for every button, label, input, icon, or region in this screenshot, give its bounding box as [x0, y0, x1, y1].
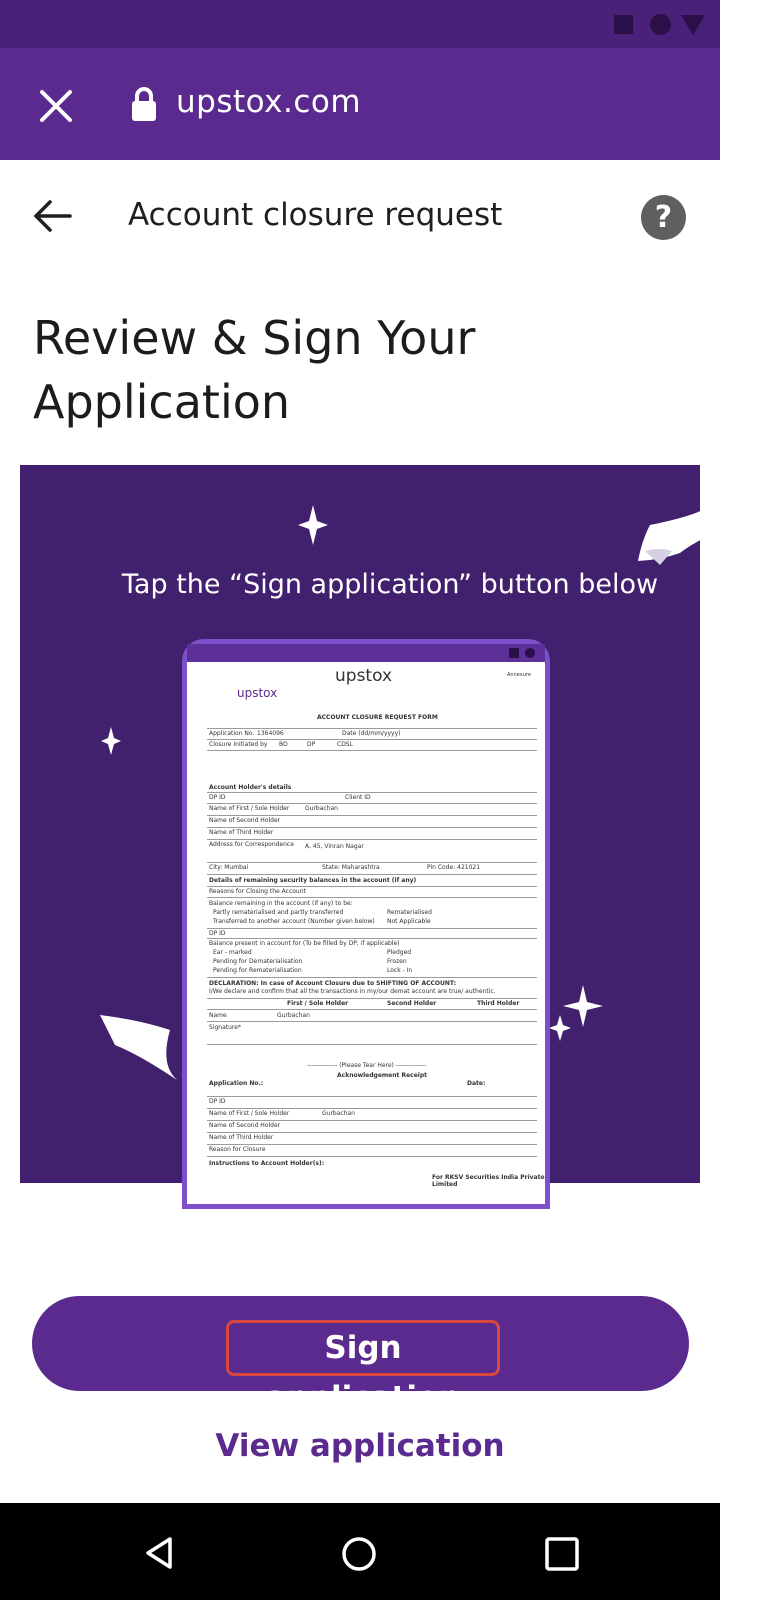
- phone-mockup: [182, 639, 550, 1209]
- form-present-opt-3: Pending for Rematerialisation: [213, 967, 302, 974]
- form-name-value: Gurbachan: [277, 1012, 310, 1019]
- form-heading: ACCOUNT CLOSURE REQUEST FORM: [317, 714, 438, 721]
- close-icon[interactable]: [32, 82, 80, 130]
- form-app-no-value: 1364096: [257, 730, 284, 737]
- form-ack-app: Application No.:: [209, 1080, 264, 1087]
- form-logo: upstox: [335, 666, 393, 686]
- form-ack-third: Name of Third Holder: [209, 1134, 274, 1141]
- form-col-third: Third Holder: [477, 1000, 520, 1007]
- nav-back-icon[interactable]: [140, 1533, 180, 1573]
- form-row-first: Name of First / Sole Holder: [209, 805, 290, 812]
- form-closure-dp: DP: [307, 741, 316, 748]
- header-title: Account closure request: [128, 197, 503, 233]
- instruction-banner: [20, 465, 700, 1188]
- form-col-second: Second Holder: [387, 1000, 437, 1007]
- navigation-bar: [0, 1503, 720, 1600]
- status-square-icon: [614, 15, 633, 34]
- form-ack-first-value: Gurbachan: [322, 1110, 355, 1117]
- form-ack-reason: Reason for Closure: [209, 1146, 266, 1153]
- form-ack-first: Name of First / Sole Holder: [209, 1110, 290, 1117]
- form-balance-opt-3: Rematerialised: [387, 909, 432, 916]
- form-balance-opt-4: Not Applicable: [387, 918, 431, 925]
- banner-instruction-text: Tap the “Sign application” button below: [121, 569, 659, 600]
- form-row-address-value: A, 45, Vinran Nagar: [305, 843, 364, 850]
- form-balance-opt-2: Transferred to another account (Number given below): [213, 918, 375, 925]
- form-dp-label: DP ID: [209, 794, 226, 801]
- form-dp-label-2: DP ID: [209, 930, 226, 937]
- form-closure-label: Closure Initiated by: [209, 741, 268, 748]
- help-icon[interactable]: ?: [641, 195, 686, 240]
- form-dp-label-3: DP ID: [209, 1098, 226, 1105]
- form-declaration: DECLARATION: In case of Account Closure due to SHIFTING OF ACCOUNT:: [209, 980, 457, 987]
- sign-application-label: Sign application: [226, 1320, 500, 1376]
- form-holder-details: Account Holder's details: [209, 784, 292, 791]
- form-closure-cdsl: CDSL: [337, 741, 353, 748]
- status-triangle-icon: [681, 15, 705, 35]
- form-brand-small: upstox: [237, 686, 278, 700]
- form-row-third: Name of Third Holder: [209, 829, 274, 836]
- form-pin: Pin Code: 421021: [427, 864, 481, 871]
- form-balance-label: Balance remaining in the account (if any) to be:: [209, 900, 353, 907]
- phone-circle-icon: [525, 648, 535, 658]
- form-declaration-sub: I/We declare and confirm that all the transactions in my/our demat account are true/ authentic.: [209, 988, 496, 995]
- phone-square-icon: [509, 648, 519, 658]
- form-annexure: Annexure: [507, 672, 531, 678]
- back-arrow-icon[interactable]: [30, 196, 78, 236]
- form-present-opt-2: Pending for Dematerialisation: [213, 958, 303, 965]
- status-circle-icon: [650, 14, 671, 35]
- form-closure-bo: BO: [279, 741, 288, 748]
- form-balance-present: Balance present in account for (To be filled by DP, if applicable): [209, 940, 400, 947]
- form-row-address: Address for Correspondence: [209, 841, 294, 848]
- form-city: City: Mumbai: [209, 864, 249, 871]
- form-ack: Acknowledgement Receipt: [337, 1072, 427, 1079]
- form-present-opt-6: Lock - In: [387, 967, 413, 974]
- form-client-label: Client ID: [345, 794, 371, 801]
- form-reasons: Reasons for Closing the Account: [209, 888, 306, 895]
- phone-status-bar: [187, 644, 545, 662]
- form-ack-second: Name of Second Holder: [209, 1122, 281, 1129]
- status-bar: [0, 0, 720, 48]
- form-state: State: Maharashtra: [322, 864, 380, 871]
- form-balance-opt-1: Partly rematerialised and partly transferred: [213, 909, 344, 916]
- form-present-opt-1: Ear - marked: [213, 949, 252, 956]
- form-tear: -------------- (Please Tear Here) --------------: [307, 1062, 427, 1069]
- view-application-button[interactable]: View application: [215, 1428, 505, 1464]
- form-footer-right: For RKSV Securities India Private Limited: [432, 1174, 545, 1188]
- form-row-second: Name of Second Holder: [209, 817, 281, 824]
- form-name-label: Name: [209, 1012, 227, 1019]
- form-remaining-title: Details of remaining security balances in the account (if any): [209, 877, 417, 884]
- form-date-label: Date (dd/mm/yyyy): [342, 730, 401, 737]
- url-text[interactable]: upstox.com: [176, 84, 362, 120]
- sign-application-button[interactable]: [32, 1296, 689, 1416]
- form-col-first: First / Sole Holder: [287, 1000, 349, 1007]
- form-app-no-label: Application No.: [209, 730, 255, 737]
- nav-home-icon[interactable]: [340, 1535, 378, 1573]
- form-present-opt-5: Frozen: [387, 958, 407, 965]
- form-row-first-value: Gurbachan: [305, 805, 338, 812]
- lock-icon: [130, 86, 158, 122]
- form-sig-label: Signature*: [209, 1024, 241, 1031]
- form-present-opt-4: Pledged: [387, 949, 412, 956]
- nav-recents-icon[interactable]: [544, 1536, 580, 1572]
- browser-bar: [0, 48, 720, 160]
- form-ack-date: Date:: [467, 1080, 486, 1087]
- form-instructions: Instructions to Account Holder(s):: [209, 1160, 325, 1167]
- page-title: Review & Sign Your Application: [33, 311, 476, 429]
